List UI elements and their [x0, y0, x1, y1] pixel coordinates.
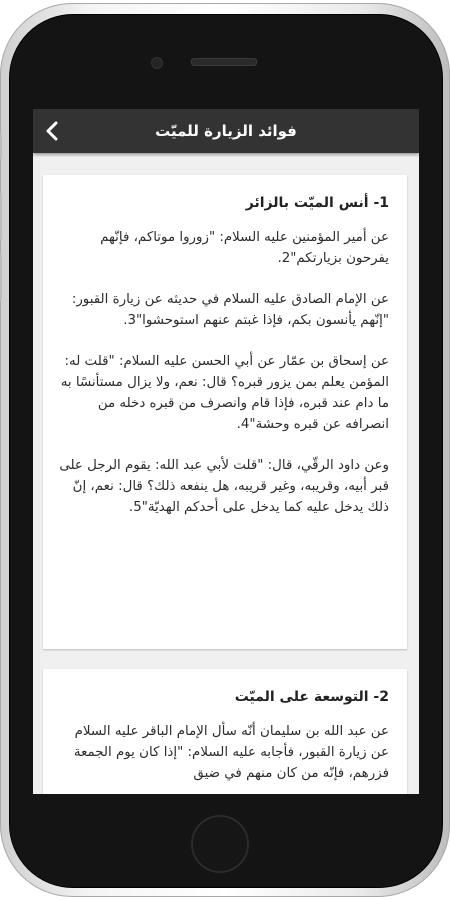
- card-title: 2- التوسعة على الميّت: [234, 689, 389, 705]
- chevron-left-icon: [45, 121, 59, 141]
- page-title: فوائد الزيارة للميّت: [155, 122, 297, 140]
- app-bar: [33, 109, 419, 153]
- card-paragraph: عن عبد الله بن سليمان أنّه سأل الإمام الباقر عليه السلام عن زيارة القبور، فأجابه عليه السلام: "إذا كان يوم الجمعة فزرهم، فإنّه من كان منهم في ضيق: [73, 724, 389, 781]
- home-button[interactable]: [191, 815, 249, 873]
- card-paragraph: عن إسحاق بن عمّار عن أبي الحسن عليه السلام: "قلت له: المؤمن يعلم بمن يزور قبره؟ قال: نعم، ولا يزال مستأنسًا به ما دام عند قبره، فإذا قام وانصرف من قبره دخله من انصرافه عن قبره وحشة"4.: [60, 354, 389, 432]
- front-camera: [151, 57, 163, 69]
- content-scroll-area[interactable]: [33, 153, 419, 794]
- phone-speaker: [191, 58, 257, 66]
- card-paragraph: عن أمير المؤمنين عليه السلام: "زوروا موتاكم، فإنّهم يفرحون بزيارتكم"2.: [100, 230, 389, 266]
- card-paragraph: وعن داود الرقّي، قال: "قلت لأبي عبد الله: يقوم الرجل على قبر أبيه، وقريبه، وغير قريبه، هل ينفعه ذلك؟ قال: نعم، إنّ ذلك يدخل عليه كما يدخل على أحدكم الهديّة"5.: [59, 458, 389, 515]
- content-card: [43, 175, 407, 649]
- app-screen: [33, 109, 419, 794]
- content-card: [43, 669, 407, 794]
- phone-volume-down-button: [0, 253, 2, 301]
- card-title: 1- أنس الميّت بالزائر: [245, 195, 389, 211]
- phone-side-button: [0, 133, 2, 159]
- back-button[interactable]: [38, 117, 66, 145]
- card-paragraph: عن الإمام الصادق عليه السلام في حديثه عن زيارة القبور: "إنّهم يأنسون بكم، فإذا غبتم عنهم استوحشوا"3.: [71, 292, 389, 328]
- phone-volume-up-button: [0, 193, 2, 241]
